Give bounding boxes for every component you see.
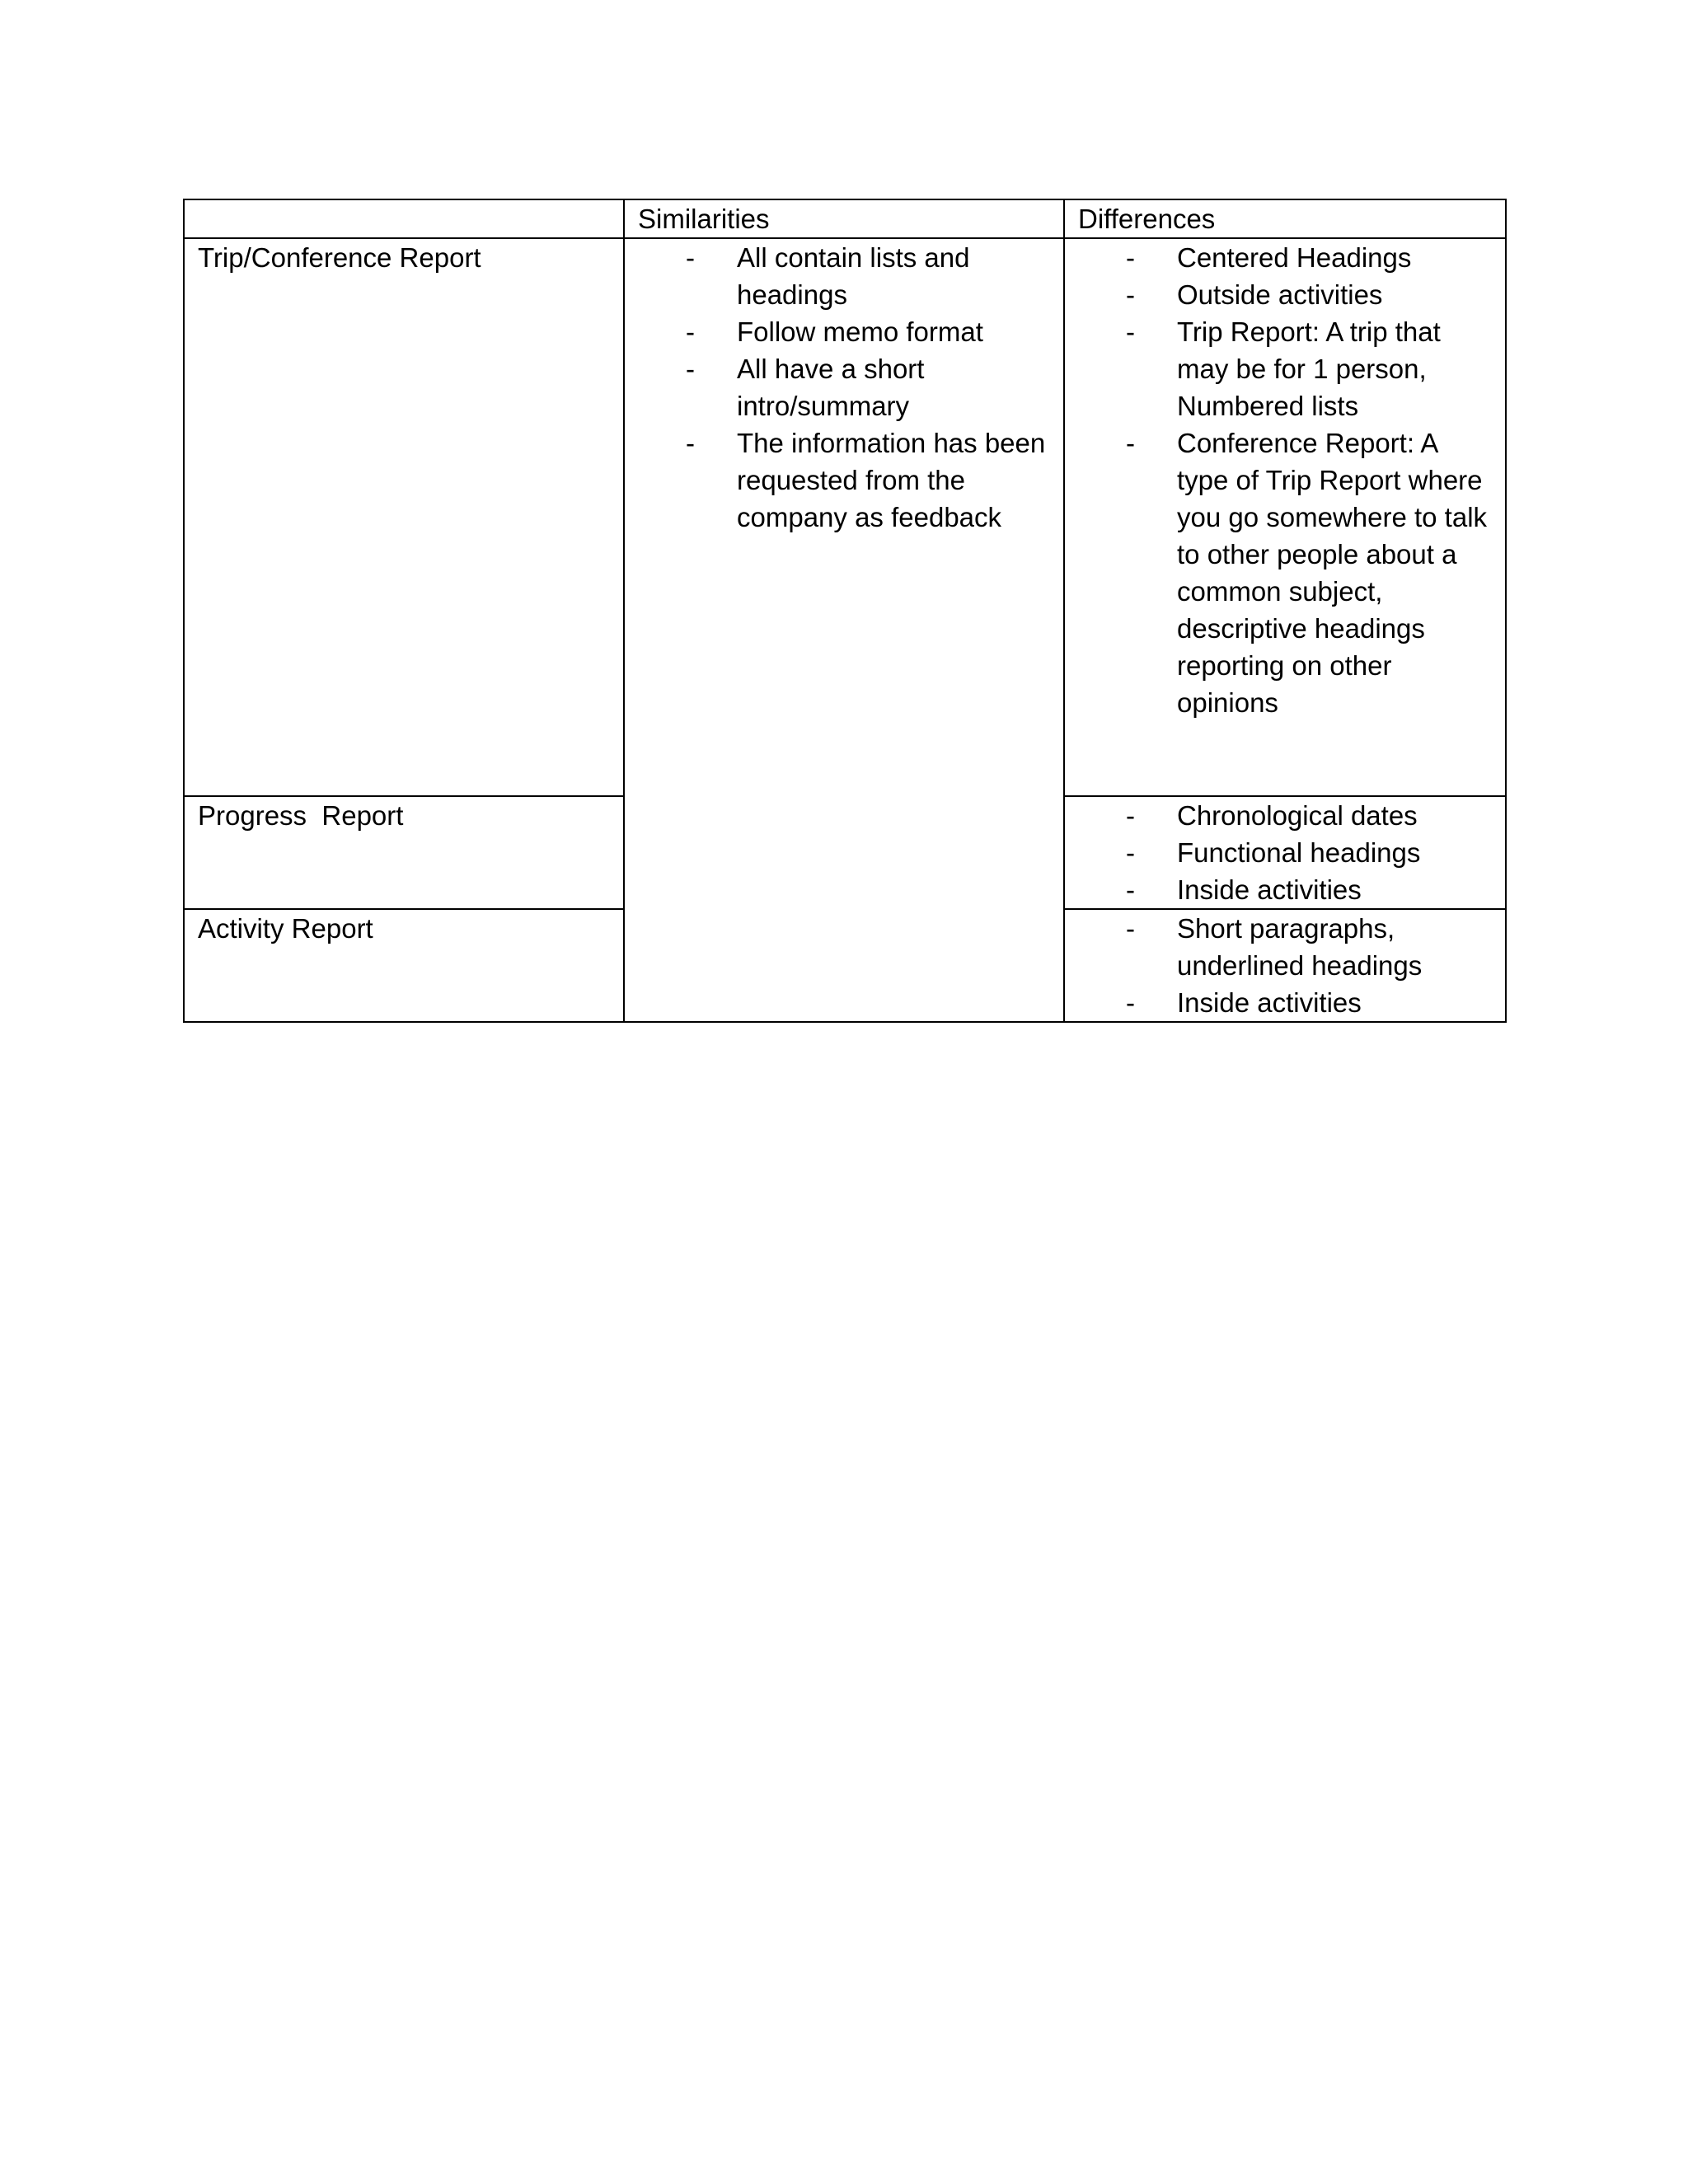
dash-bullet: -: [1126, 800, 1135, 831]
differences-list: [1078, 910, 1492, 1021]
dash-bullet: -: [686, 316, 695, 347]
dash-bullet: -: [1126, 242, 1135, 273]
list-item: - Inside activities: [1078, 871, 1492, 908]
header-blank-cell: [184, 199, 624, 238]
differences-list: [1078, 239, 1492, 721]
header-similarities: Similarities: [624, 199, 1064, 238]
row-label-progress: Progress Report: [184, 796, 624, 909]
list-item: - Conference Report: A type of Trip Report where you go somewhere to talk to other people about a common subject, descriptive headings reporting on other opinions: [1078, 424, 1492, 721]
list-item: - Chronological dates: [1078, 797, 1492, 834]
dash-bullet: -: [1126, 874, 1135, 905]
header-differences: Differences: [1064, 199, 1506, 238]
list-item: - All contain lists and headings: [638, 239, 1050, 313]
differences-list: [1078, 797, 1492, 908]
dash-bullet: -: [1126, 428, 1135, 458]
dash-bullet: -: [1126, 837, 1135, 868]
table-row: [184, 238, 1506, 796]
list-item: - Trip Report: A trip that may be for 1 person, Numbered lists: [1078, 313, 1492, 424]
list-item: - All have a short intro/summary: [638, 350, 1050, 424]
dash-bullet: -: [1126, 913, 1135, 944]
dash-bullet: -: [1126, 316, 1135, 347]
table-header-row: [184, 199, 1506, 238]
list-item: - Follow memo format: [638, 313, 1050, 350]
list-item: - Outside activities: [1078, 276, 1492, 313]
list-item: - Inside activities: [1078, 984, 1492, 1021]
row-label-trip-conference: Trip/Conference Report: [184, 238, 624, 796]
similarities-cell: [624, 238, 1064, 1022]
list-item: - The information has been requested from the company as feedback: [638, 424, 1050, 536]
list-item: - Centered Headings: [1078, 239, 1492, 276]
row-label-activity: Activity Report: [184, 909, 624, 1022]
dash-bullet: -: [1126, 987, 1135, 1018]
dash-bullet: -: [686, 242, 695, 273]
similarities-list: [638, 239, 1050, 536]
dash-bullet: -: [686, 428, 695, 458]
report-comparison-table: [183, 199, 1507, 1023]
dash-bullet: -: [686, 354, 695, 384]
dash-bullet: -: [1126, 279, 1135, 310]
differences-cell-trip-conference: [1064, 238, 1506, 796]
list-item: - Short paragraphs, underlined headings: [1078, 910, 1492, 984]
differences-cell-progress: [1064, 796, 1506, 909]
list-item: - Functional headings: [1078, 834, 1492, 871]
differences-cell-activity: [1064, 909, 1506, 1022]
